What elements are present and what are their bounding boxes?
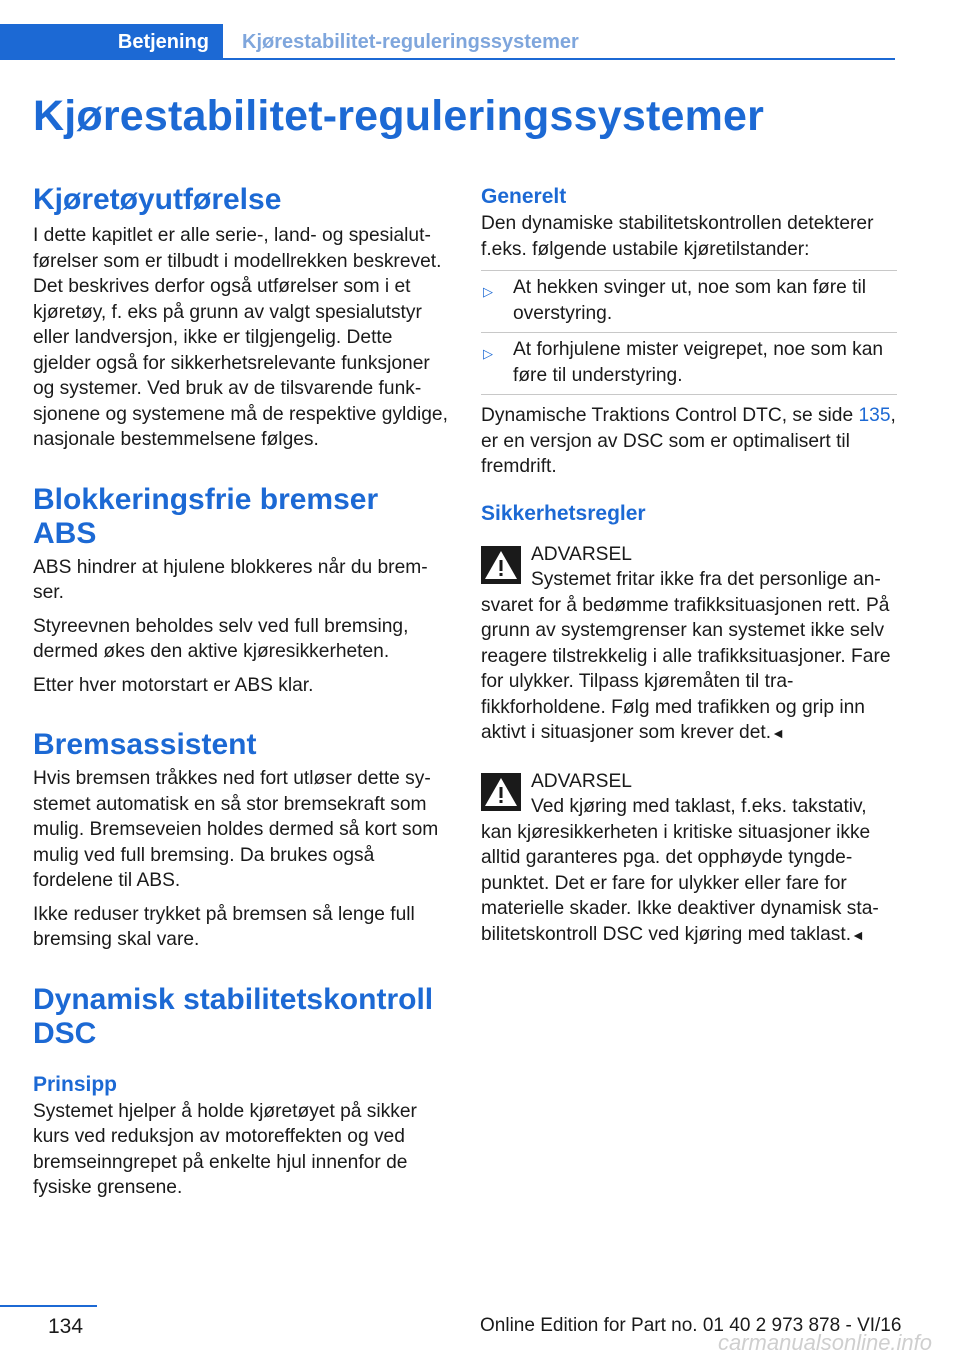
paragraph-principle: Systemet hjelper å holde kjøretøyet på sikker kurs ved reduksjon av motoreffekten og ved bremseinngrepet på enkelte hjul innenfor de fysiske grensene. <box>33 1100 417 1198</box>
header-divider <box>0 58 895 60</box>
warning-triangle-icon <box>481 546 521 584</box>
list-item: ▷ At hekken svinger ut, noe som kan føre til overstyring. <box>481 271 897 333</box>
warning-title: ADVARSEL <box>531 770 632 792</box>
left-column <box>33 183 448 1209</box>
subheading-safety: Sikkerhetsregler <box>481 501 646 525</box>
page-title: Kjørestabilitet-reguleringssystemer <box>33 92 765 140</box>
paragraph-brake-assist-1: Hvis bremsen tråkkes ned fort utløser dette systemet automatisk en så stor bremsekraft som mulig. Bremseveien holdes dermed så kort som mulig ved full bremsing. Da brukes også fordelene til ABS. <box>33 768 439 891</box>
footer-divider <box>0 1305 97 1307</box>
heading-vehicle-version: Kjøretøyutførelse <box>33 183 282 216</box>
bullet-list <box>481 270 897 395</box>
heading-abs: Blokkeringsfrie bremser ABS <box>33 482 379 550</box>
paragraph-abs-1: ABS hindrer at hjulene blokkeres når du bremser. <box>33 556 428 603</box>
end-mark: ◄ <box>851 926 865 943</box>
tab-section[interactable]: Kjørestabilitet-reguleringssystemer <box>242 30 579 53</box>
paragraph-abs-3: Etter hver motorstart er ABS klar. <box>33 674 314 696</box>
paragraph-brake-assist-2: Ikke reduser trykket på bremsen så lenge full bremsing skal vare. <box>33 903 415 950</box>
heading-brake-assist: Bremsassistent <box>33 728 257 761</box>
subheading-general: Generelt <box>481 185 567 208</box>
heading-dsc: Dynamisk stabilitetskontroll DSC <box>33 982 434 1050</box>
page-link-135[interactable]: 135 <box>858 405 891 426</box>
paragraph-dtc: Dynamische Traktions Control DTC, se side 135, er en versjon av DSC som er optimalisert til fremdrift. <box>481 405 896 477</box>
paragraph-general: Den dynamiske stabilitetskontrollen detekterer f.eks. følgende ustabile kjøretilstander: <box>481 213 874 260</box>
tab-betjening[interactable]: Betjening <box>0 24 223 60</box>
warning-title: ADVARSEL <box>531 543 632 565</box>
edition-note: Online Edition for Part no. 01 40 2 973 878 - VI/16 <box>480 1315 902 1336</box>
header-bar <box>0 24 895 60</box>
end-mark: ◄ <box>771 725 785 741</box>
page-number: 134 <box>48 1315 84 1338</box>
triangle-bullet-icon: ▷ <box>483 346 493 361</box>
paragraph-abs-2: Styreevnen beholdes selv ved full bremsing, dermed økes den aktive kjøresikkerheten. <box>33 615 409 662</box>
warning-block-1 <box>481 542 897 747</box>
list-item: ▷ At forhjulene mister veigrepet, noe som kan føre til understyring. <box>481 333 897 395</box>
right-column <box>481 183 897 948</box>
watermark: carmanualsonline.info <box>718 1330 933 1355</box>
warning-text: Systemet fritar ikke fra det personlige ansvaret for å bedømme trafikksituasjonen rett. På grunn av systemgrenser kan systemet ikke selv reagere tilstrekkelig i alle trafikksituasjoner. Fare for ulykker. Tilpass kjøremåten til trafikkforholdene. Følg med trafikken og grip inn aktivt i situasjoner som krever det. <box>481 569 891 743</box>
triangle-bullet-icon: ▷ <box>483 284 493 299</box>
warning-triangle-icon <box>481 773 521 811</box>
warning-text: Ved kjøring med taklast, f.eks. takstativ, kan kjøresikkerheten i kritiske situasjoner ikke alltid garanteres pga. det opphøyde tyngdepunktet. Det er fare for ulykker eller fare for materielle skader. Ikke deaktiver dynamisk stabilitetskontroll DSC ved kjøring med taklast. <box>481 796 879 945</box>
warning-block-2 <box>481 769 897 949</box>
paragraph-vehicle-version: I dette kapitlet er alle serie-, land- og spesialutførelser som er tilbudt i modellrekken beskrevet. Det beskrives derfor også utførelser som i et kjøretøy, f. eks på grunn av valgt spesialutstyr eller landversjon, ikke er tilgjengelig. Dette gjelder også for sikkerhetsrelevante funksjoner og systemer. Ved bruk av de tilsvarende funksjonene og systemene må de respektive gyldige, nasjonale bestemmelsene følges. <box>33 225 448 450</box>
subheading-principle: Prinsipp <box>33 1072 118 1096</box>
